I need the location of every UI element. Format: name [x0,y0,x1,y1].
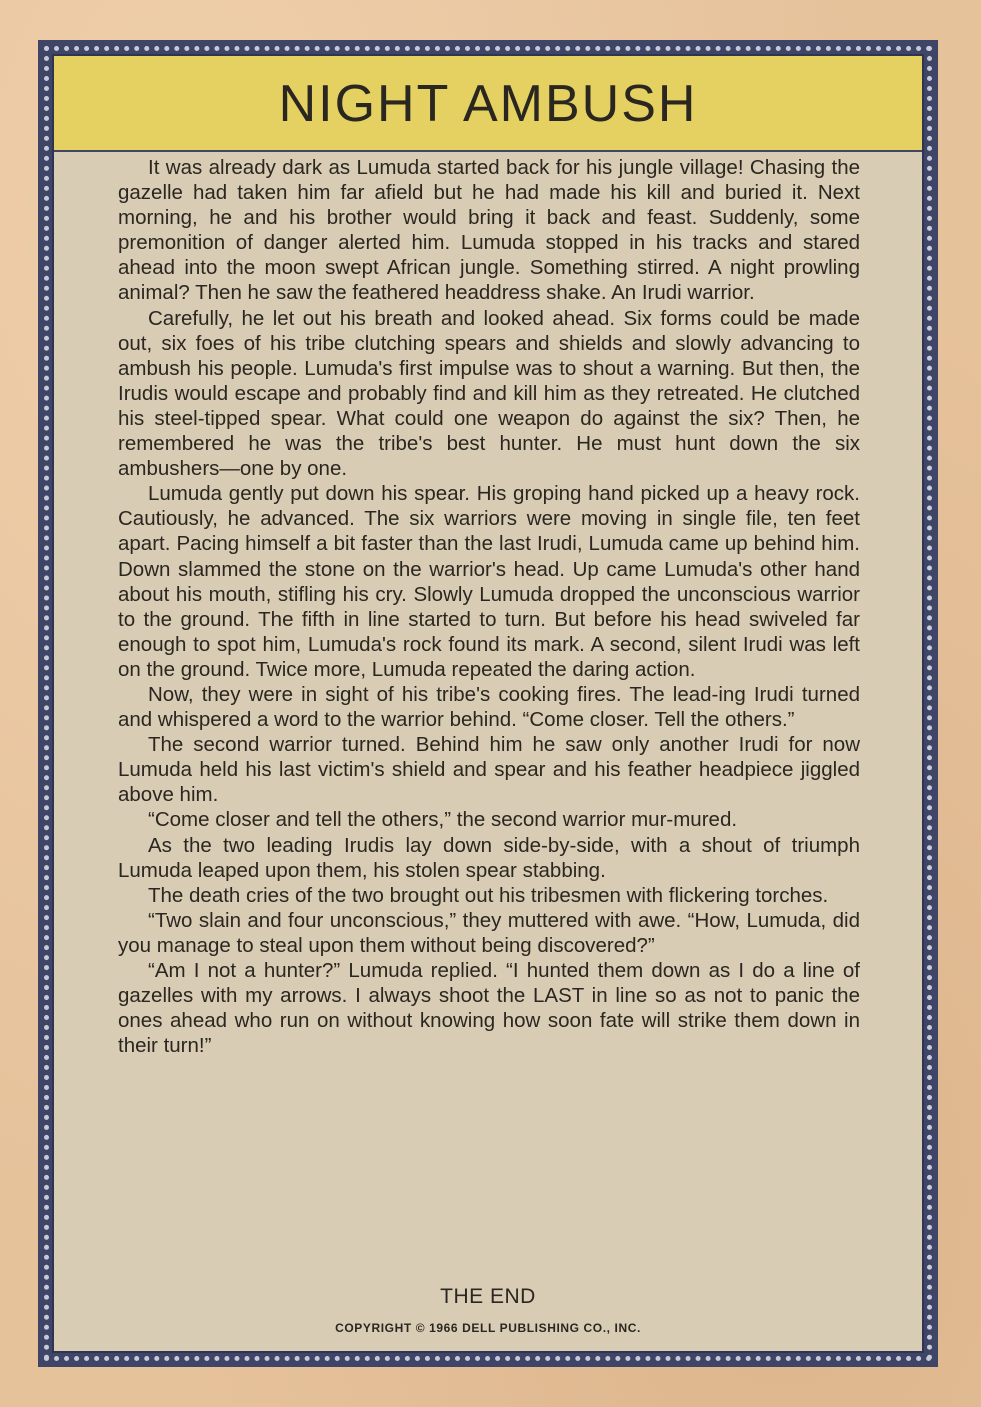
paragraph: As the two leading Irudis lay down side-by-side, with a shout of triumph Lumuda leaped upon them, his stolen spear stabbing. [118,833,860,882]
story-title: NIGHT AMBUSH [278,75,698,133]
paragraph: Carefully, he let out his breath and looked ahead. Six forms could be made out, six foes of his tribe clutching spears and shields and slowly advancing to ambush his people. Lumuda's first impulse was to shout a warning. But then, the Irudis would escape and probably find and kill him as they retreated. He clutched his steel-tipped spear. What could one weapon do against the six? Then, he remembered he was the tribe's best hunter. He must hunt down the six ambushers—one by one. [118,306,860,481]
copyright-notice: COPYRIGHT © 1966 DELL PUBLISHING CO., INC. [335,1321,641,1335]
paragraph: “Come closer and tell the others,” the second warrior mur-mured. [148,808,738,832]
paragraph: “Two slain and four unconscious,” they muttered with awe. “How, Lumuda, did you manage to steal upon them without being discovered?” [118,908,860,957]
story-body [118,155,860,1058]
paragraph: It was already dark as Lumuda started back for his jungle village! Chasing the gazelle had taken him far afield but he had made his kill and buried it. Next morning, he and his brother would bring it back and feast. Suddenly, some premonition of danger alerted him. Lumuda stopped in his tracks and stared ahead into the moon swept African jungle. Something stirred. A night prowling animal? Then he saw the feathered headdress shake. An Irudi warrior. [118,156,860,305]
paragraph: “Am I not a hunter?” Lumuda replied. “I hunted them down as I do a line of gazelles with my arrows. I always shoot the LAST in line so as not to panic the ones ahead who run on without knowing how soon fate will strike them down in their turn!” [118,959,860,1058]
paragraph: Lumuda gently put down his spear. His groping hand picked up a heavy rock. Cautiously, he advanced. The six warriors were moving in single file, ten feet apart. Pacing himself a bit faster than the last Irudi, Lumuda came up behind him. Down slammed the stone on the warrior's head. Up came Lumuda's other hand about his mouth, stifling his cry. Slowly Lumuda dropped the unconscious warrior to the ground. The fifth in line started to turn. But before his head swiveled far enough to spot him, Lumuda's rock found its mark. A second, silent Irudi was left on the ground. Twice more, Lumuda repeated the daring action. [118,482,860,681]
paragraph: Now, they were in sight of his tribe's cooking fires. The lead-ing Irudi turned and whispered a word to the warrior behind. “Come closer. Tell the others.” [118,682,860,732]
paragraph: The second warrior turned. Behind him he saw only another Irudi for now Lumuda held his last victim's shield and spear and his feather headpiece jiggled above him. [118,733,860,807]
paragraph: The death cries of the two brought out his tribesmen with flickering torches. [148,883,829,907]
the-end-label: THE END [440,1285,536,1308]
